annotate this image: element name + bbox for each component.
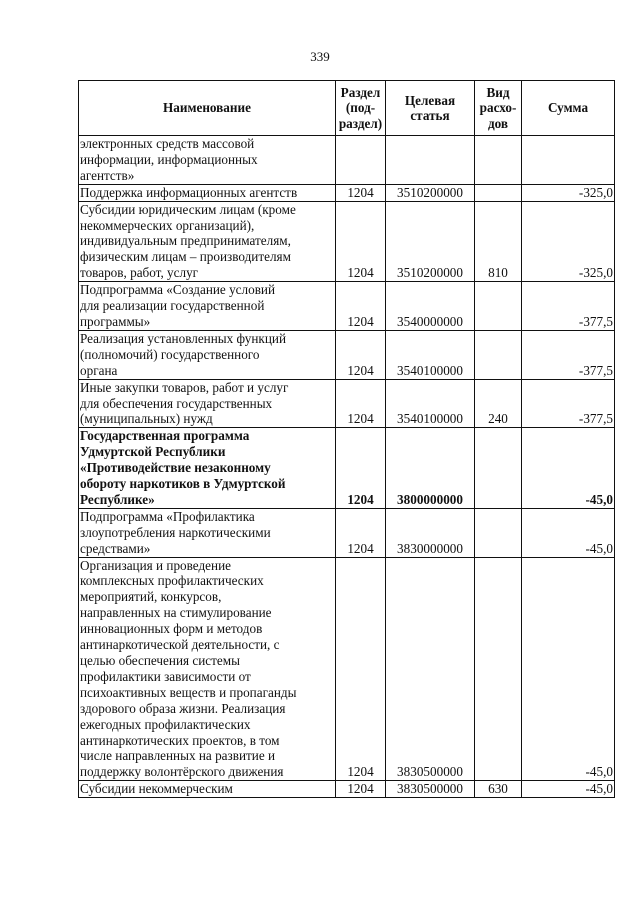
row-article: [386, 136, 475, 185]
row-section: [336, 136, 386, 185]
row-article: 3540100000: [386, 330, 475, 379]
row-section: 1204: [336, 184, 386, 201]
header-name: Наименование: [79, 81, 336, 136]
row-article: 3830500000: [386, 557, 475, 781]
table-row: [79, 330, 615, 379]
table-row: [79, 508, 615, 557]
row-name: Иные закупки товаров, работ и услуг для обеспечения государственных (муниципальных) нужд: [79, 379, 336, 428]
budget-table: [78, 80, 615, 798]
row-article: 3830000000: [386, 508, 475, 557]
row-sum: [522, 136, 615, 185]
header-sum: Сумма: [522, 81, 615, 136]
row-name: Организация и проведение комплексных профилактических мероприятий, конкурсов, направленных на стимулирование инновационных форм и методов антинаркотической деятельности, с целью обеспечения системы профилактики зависимости от психоактивных веществ и пропаганды здорового образа жизни. Реализация ежегодных профилактических антинаркотических проектов, в том числе направленных на развитие и поддержку волонтёрского движения: [79, 557, 336, 781]
row-expense-type: [475, 508, 522, 557]
row-sum: -325,0: [522, 184, 615, 201]
table-row: [79, 557, 615, 781]
page-number: 339: [310, 49, 330, 64]
row-expense-type: [475, 282, 522, 331]
table-row: [79, 282, 615, 331]
table-row: [79, 184, 615, 201]
row-expense-type: [475, 428, 522, 509]
table-row: [79, 136, 615, 185]
row-sum: -45,0: [522, 508, 615, 557]
row-name: электронных средств массовой информации, информационных агентств»: [79, 136, 336, 185]
row-article: 3540100000: [386, 379, 475, 428]
row-section: 1204: [336, 781, 386, 798]
row-article: 3830500000: [386, 781, 475, 798]
row-expense-type: [475, 557, 522, 781]
row-name: Государственная программа Удмуртской Республики «Противодействие незаконному обороту наркотиков в Удмуртской Республике»: [79, 428, 336, 509]
row-expense-type: 240: [475, 379, 522, 428]
row-name: Субсидии некоммерческим: [79, 781, 336, 798]
table-header-row: [79, 81, 615, 136]
header-expense-type: Вид расхо- дов: [475, 81, 522, 136]
row-expense-type: [475, 184, 522, 201]
table-row: [79, 379, 615, 428]
row-name: Подпрограмма «Создание условий для реализации государственной программы»: [79, 282, 336, 331]
row-sum: -45,0: [522, 781, 615, 798]
row-article: 3800000000: [386, 428, 475, 509]
row-expense-type: 630: [475, 781, 522, 798]
row-name: Реализация установленных функций (полномочий) государственного органа: [79, 330, 336, 379]
row-section: 1204: [336, 557, 386, 781]
row-sum: -325,0: [522, 201, 615, 282]
row-sum: -45,0: [522, 428, 615, 509]
row-sum: -377,5: [522, 379, 615, 428]
table-row: [79, 781, 615, 798]
row-article: 3510200000: [386, 184, 475, 201]
row-expense-type: [475, 136, 522, 185]
row-sum: -377,5: [522, 282, 615, 331]
row-section: 1204: [336, 330, 386, 379]
row-name: Субсидии юридическим лицам (кроме некоммерческих организаций), индивидуальным предпринимателям, физическим лицам – производителям товаров, работ, услуг: [79, 201, 336, 282]
row-section: 1204: [336, 379, 386, 428]
header-section: Раздел (под- раздел): [336, 81, 386, 136]
header-article: Целевая статья: [386, 81, 475, 136]
row-sum: -45,0: [522, 557, 615, 781]
row-article: 3510200000: [386, 201, 475, 282]
row-article: 3540000000: [386, 282, 475, 331]
row-name: Подпрограмма «Профилактика злоупотребления наркотическими средствами»: [79, 508, 336, 557]
table-row: [79, 428, 615, 509]
row-expense-type: [475, 330, 522, 379]
row-expense-type: 810: [475, 201, 522, 282]
row-section: 1204: [336, 428, 386, 509]
row-section: 1204: [336, 508, 386, 557]
table-row: [79, 201, 615, 282]
row-section: 1204: [336, 282, 386, 331]
row-name: Поддержка информационных агентств: [79, 184, 336, 201]
row-sum: -377,5: [522, 330, 615, 379]
row-section: 1204: [336, 201, 386, 282]
